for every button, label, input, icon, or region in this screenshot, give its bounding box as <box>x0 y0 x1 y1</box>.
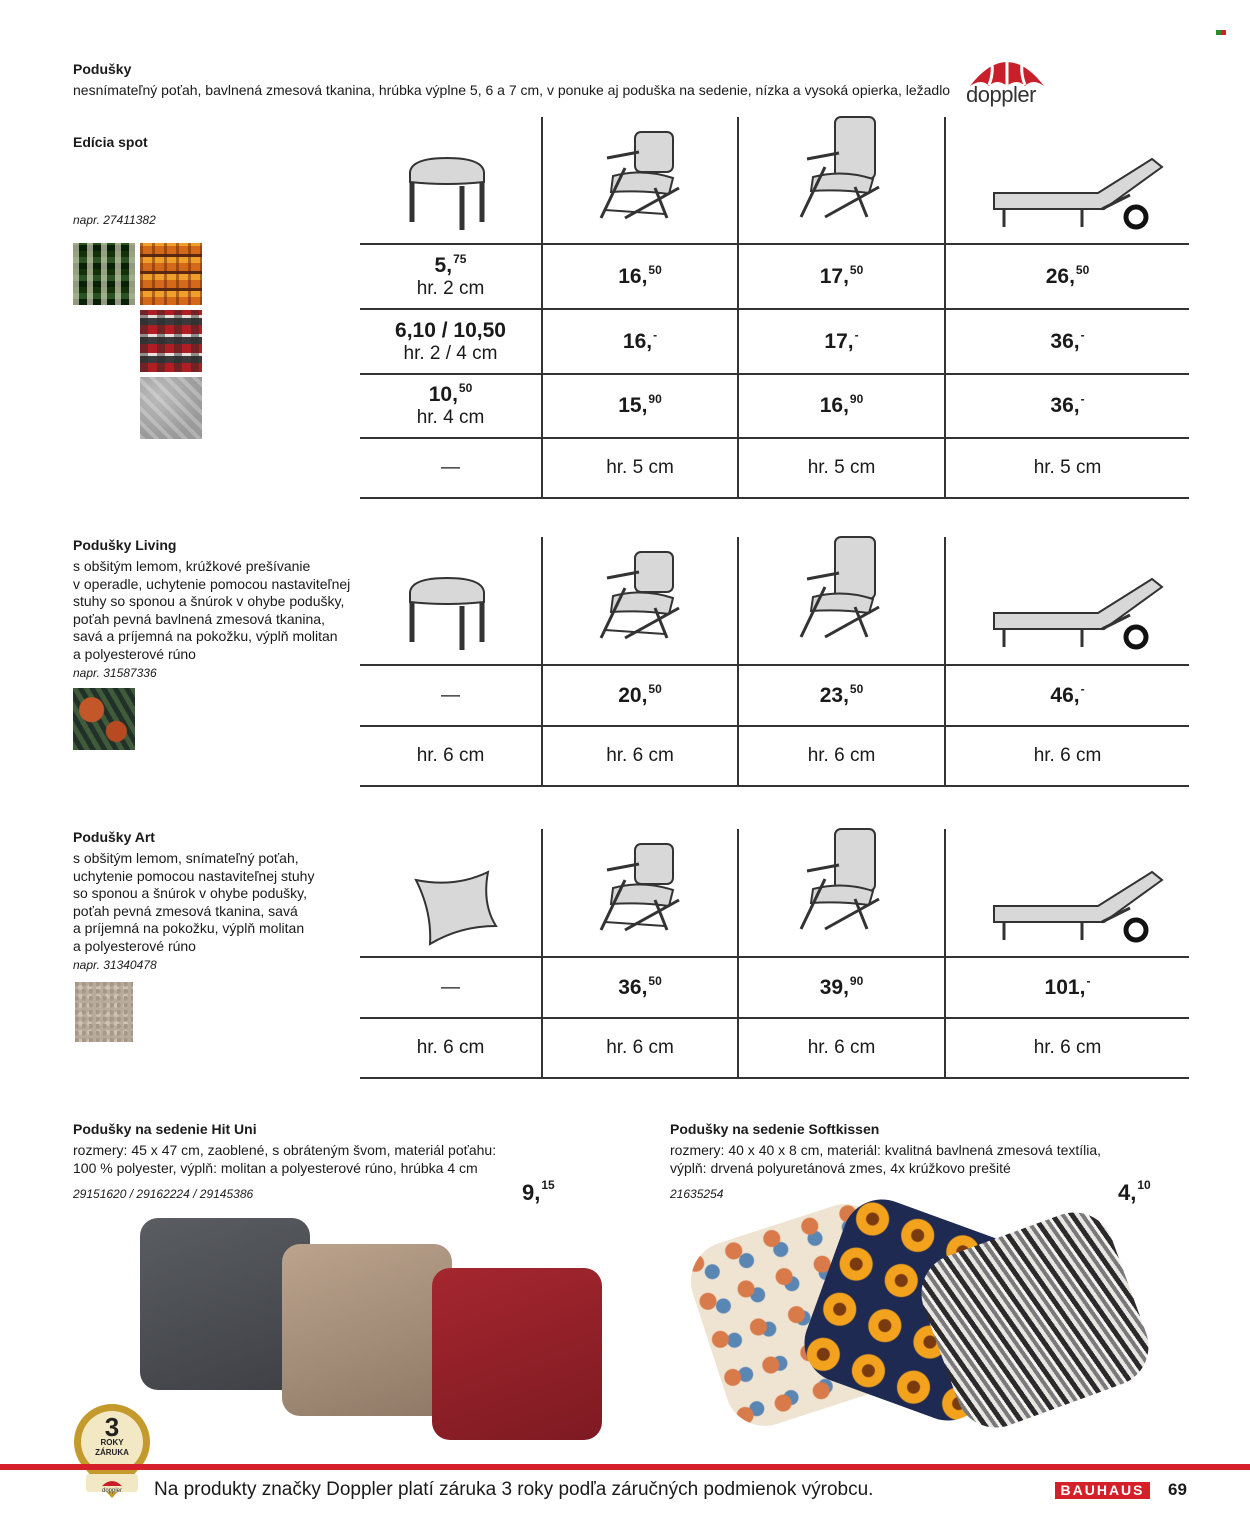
softkissen-description: rozmery: 40 x 40 x 8 cm, materiál: kvalitná bavlnená zmesová textília, výplň: drvená polyuretánová zmes, 4x krúžkovo prešité <box>670 1142 1102 1176</box>
thickness-label: hr. 6 cm <box>1033 745 1102 766</box>
table-cell <box>360 245 541 308</box>
spot-code: napr. 27411382 <box>73 213 156 227</box>
table-cell <box>739 310 944 373</box>
table-rule <box>360 1077 1189 1079</box>
hituni-code: 29151620 / 29162224 / 29145386 <box>73 1187 254 1201</box>
price: — <box>441 684 460 706</box>
table-cell <box>946 727 1189 785</box>
thickness-label: hr. 2 cm <box>416 277 485 299</box>
table-cell <box>739 439 944 497</box>
table-cell <box>739 727 944 785</box>
thickness-label: hr. 5 cm <box>807 457 876 478</box>
footer-red-rule <box>0 1464 1250 1470</box>
table-cell <box>543 1019 737 1077</box>
fabric-swatch-orange-plaid <box>140 243 202 305</box>
price: 17 , - <box>824 327 859 353</box>
seat-cushion-icon <box>400 150 495 235</box>
table-cell <box>739 1019 944 1077</box>
softkissen-code: 21635254 <box>670 1187 724 1201</box>
thickness-label: hr. 6 cm <box>416 745 485 766</box>
thickness-label: hr. 5 cm <box>606 457 674 478</box>
table-cell <box>739 375 944 437</box>
page-number: 69 <box>1168 1480 1187 1499</box>
doppler-logo <box>962 48 1052 110</box>
cushion-red <box>432 1268 602 1440</box>
sun-lounger-icon <box>990 868 1170 948</box>
fabric-swatch-living-floral <box>73 688 135 750</box>
spot-title: Edícia spot <box>73 134 148 150</box>
table-rule <box>360 785 1189 787</box>
price: 36 , - <box>1050 327 1085 353</box>
seat-cushion-icon <box>400 570 495 655</box>
warranty-badge <box>72 1402 152 1500</box>
table-cell <box>360 958 541 1017</box>
price: 16 , 50 <box>618 262 662 288</box>
table-cell <box>360 1019 541 1077</box>
living-title: Podušky Living <box>73 537 177 553</box>
fabric-swatch-red-plaid <box>140 310 202 372</box>
sun-lounger-icon <box>990 575 1170 655</box>
price: — <box>441 976 460 998</box>
low-back-chair-icon <box>595 548 690 648</box>
price: 26 , 50 <box>1045 262 1090 288</box>
hituni-price: 9 , 15 <box>522 1178 555 1205</box>
doppler-wordmark: doppler <box>966 82 1036 107</box>
table-cell <box>946 245 1189 308</box>
table-cell <box>946 310 1189 373</box>
table-cell <box>360 727 541 785</box>
cushion-taupe <box>282 1244 452 1416</box>
hituni-description: rozmery: 45 x 47 cm, zaoblené, s obráteným švom, materiál poťahu: 100 % polyester, výplň: molitan a polyesterové rúno, hrúbka 4 cm <box>73 1142 497 1176</box>
price: 23 , 50 <box>819 681 864 707</box>
price: 36 , - <box>1050 392 1085 417</box>
price: 20 , 50 <box>618 681 662 707</box>
price: 16 , 90 <box>819 392 864 417</box>
high-back-chair-icon <box>795 115 890 225</box>
thickness-label: hr. 6 cm <box>606 1037 674 1058</box>
living-code: napr. 31587336 <box>73 666 157 680</box>
price: 17 , 50 <box>819 262 864 288</box>
table-cell <box>543 666 737 725</box>
thickness-label: hr. 4 cm <box>416 407 485 428</box>
table-cell <box>946 958 1189 1017</box>
table-cell <box>946 439 1189 497</box>
thickness-label: hr. 5 cm <box>1033 457 1102 478</box>
thickness-label: hr. 6 cm <box>1033 1037 1102 1058</box>
thickness-label: hr. 2 / 4 cm <box>403 342 498 364</box>
fabric-swatch-grey-print <box>140 377 202 439</box>
price: 10 , 50 <box>428 381 473 406</box>
price: 36 , 50 <box>618 973 662 999</box>
thickness-label: — <box>441 457 460 478</box>
price: 6,10 / 10,50 <box>395 318 506 342</box>
low-back-chair-icon <box>595 840 690 940</box>
scatter-cushion-icon <box>410 868 500 948</box>
price: 15 , 90 <box>618 392 662 417</box>
section-title: Podušky <box>73 61 132 77</box>
table-cell <box>543 375 737 437</box>
thickness-label: hr. 6 cm <box>807 745 876 766</box>
price: 5 , 75 <box>434 251 467 277</box>
table-rule <box>360 497 1189 499</box>
table-cell <box>543 245 737 308</box>
price: 101 , - <box>1044 973 1091 999</box>
thickness-label: hr. 6 cm <box>416 1037 485 1058</box>
high-back-chair-icon <box>795 827 890 937</box>
badge-brand: doppler <box>101 1488 122 1494</box>
bauhaus-logo: BAUHAUS <box>1055 1482 1150 1499</box>
footer-warranty-text: Na produkty značky Doppler platí záruka 3 roky podľa záručných podmienok výrobcu. <box>154 1479 874 1500</box>
table-cell <box>739 666 944 725</box>
table-cell <box>739 958 944 1017</box>
high-back-chair-icon <box>795 535 890 645</box>
sun-lounger-icon <box>990 155 1170 235</box>
badge-number: 3 <box>104 1412 120 1442</box>
price: 16 , - <box>622 327 658 353</box>
softkissen-price: 4 , 10 <box>1118 1178 1151 1205</box>
badge-line1: ROKY <box>100 1438 124 1447</box>
table-cell <box>360 310 541 373</box>
table-cell <box>946 666 1189 725</box>
table-cell <box>360 375 541 437</box>
header-description: nesnímateľný poťah, bavlnená zmesová tkanina, hrúbka výplne 5, 6 a 7 cm, v ponuke aj poduška na sedenie, nízka a vysoká opierka, ležadlo <box>73 82 951 98</box>
badge-line2: ZÁRUKA <box>95 1448 129 1457</box>
thickness-label: hr. 6 cm <box>606 745 674 766</box>
corner-mark <box>1221 30 1226 35</box>
fabric-swatch-green-plaid <box>73 243 135 305</box>
price: 39 , 90 <box>819 973 864 999</box>
table-cell <box>946 1019 1189 1077</box>
table-cell <box>739 245 944 308</box>
art-description: s obšitým lemom, snímateľný poťah, uchytenie pomocou nastaviteľnej stuhy so sponou a šnúrok v ohybe podušky, poťah pevná zmesová tkanina, savá a príjemná na pokožku, výplň molitan a polyesterové rúno <box>73 850 315 954</box>
fabric-swatch-art-beige <box>75 982 133 1042</box>
table-cell <box>360 666 541 725</box>
art-code: napr. 31340478 <box>73 958 157 972</box>
price: 46 , - <box>1050 681 1085 707</box>
hituni-title: Podušky na sedenie Hit Uni <box>73 1121 257 1137</box>
art-title: Podušky Art <box>73 829 155 845</box>
softkissen-title: Podušky na sedenie Softkissen <box>670 1121 880 1137</box>
living-description: s obšitým lemom, krúžkové prešívanie v operadle, uchytenie pomocou nastaviteľnej stuhy so sponou a šnúrok v ohybe podušky, poťah pevná bavlnená zmesová tkanina, savá a príjemná na pokožku, výplň molitan a polyesterové rúno <box>73 558 351 662</box>
low-back-chair-icon <box>595 128 690 228</box>
table-cell <box>543 727 737 785</box>
table-cell <box>543 958 737 1017</box>
table-cell <box>360 439 541 497</box>
table-cell <box>946 375 1189 437</box>
table-cell <box>543 439 737 497</box>
thickness-label: hr. 6 cm <box>807 1037 876 1058</box>
table-cell <box>543 310 737 373</box>
